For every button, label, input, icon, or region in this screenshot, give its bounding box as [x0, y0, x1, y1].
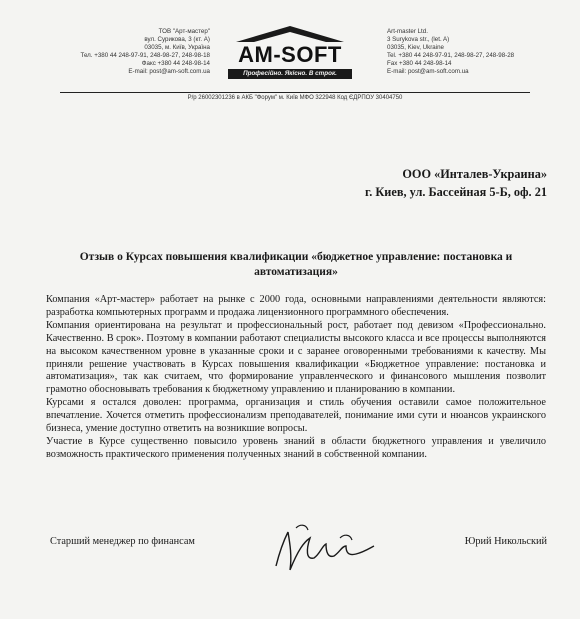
logo-name: AM-SOFT [238, 42, 342, 67]
letterhead-left-line: Тел. +380 44 248-97-91, 248-98-27, 248-98-18 [80, 52, 210, 60]
recipient-company: ООО «Инталев-Украина» [402, 167, 547, 181]
letterhead-left-line: вул. Сурикова, 3 (кт. А) [144, 36, 210, 44]
letterhead-left [60, 28, 210, 77]
letterhead-right [387, 28, 547, 77]
handwritten-signature [270, 520, 380, 580]
recipient-block [365, 165, 547, 201]
letterhead-right-line: Tel. +380 44 248-97-91, 248-98-27, 248-98-28 [387, 52, 515, 60]
company-logo [228, 24, 352, 90]
signatory-name: Юрий Никольский [464, 536, 547, 547]
letter-body [46, 294, 546, 462]
letterhead-left-line: E-mail: post@am-soft.com.ua [128, 68, 210, 76]
letterhead-left-line: 03035, м. Київ, Україна [144, 44, 210, 52]
body-paragraph: Компания ориентирована на результат и профессиональный рост, работает под девизом «Профессионально. Качественно. В срок». Поэтому в компании работают специалисты высокого класса и все процессы выполняются на высоком качественном уровне в указанные сроки и с заранее оговоренными требованиями к качеству. Мы приняли решение участвовать в Курсах повышения квалификации «Бюджетное управление: постановка и автоматизация», так как считаем, что формирование управленческого и финансового мышления позволит грамотно обосновывать требования к бюджетному управлению и планированию в компании. [46, 319, 546, 396]
logo-slogan: Професійно. Якісно. В строк. [228, 69, 352, 79]
body-paragraph: Участие в Курсе существенно повысило уровень знаний в области бюджетного управления и увеличило возможность практического применения полученных знаний в собственной компании. [46, 435, 546, 460]
body-paragraph: Компания «Арт-мастер» работает на рынке с 2000 года, основными направлениями деятельности являются: разработка компьютерных программ и продажа лицензионного программного обеспечения. [46, 294, 546, 318]
letterhead-right-line: Fax +380 44 248-98-14 [387, 60, 452, 68]
logo-roof-icon [228, 24, 352, 44]
letterhead-right-line: Art-master Ltd. [387, 28, 428, 35]
letterhead-right-line: 03035, Kiev, Ukraine [387, 44, 444, 52]
body-paragraph: Курсами я остался доволен: программа, организация и стиль обучения оставили самое положительное впечатление. Хочется отметить профессионализм преподавателей, понимание ими сути и нюансов украинского бизнеса, умение доступно ответить на возникшие вопросы. [46, 397, 546, 435]
bank-details: Р/р 26002301236 в АКБ "Форум" м. Київ МФО 322948 Код ЄДРПОУ 30404750 [60, 92, 530, 101]
letterhead-left-line: Факс +380 44 248-98-14 [141, 60, 210, 68]
recipient-address: г. Киев, ул. Бассейная 5-Б, оф. 21 [365, 185, 547, 199]
letter-title: Отзыв о Курсах повышения квалификации «бюджетное управление: постановка и автоматизация» [79, 251, 513, 278]
letterhead-left-line: ТОВ "Арт-мастер" [158, 28, 210, 35]
signatory-role: Старший менеджер по финансам [50, 536, 195, 547]
letterhead-right-line: E-mail: post@am-soft.com.ua [387, 68, 469, 76]
letterhead-right-line: 3 Surykova str., (let. A) [387, 36, 450, 44]
